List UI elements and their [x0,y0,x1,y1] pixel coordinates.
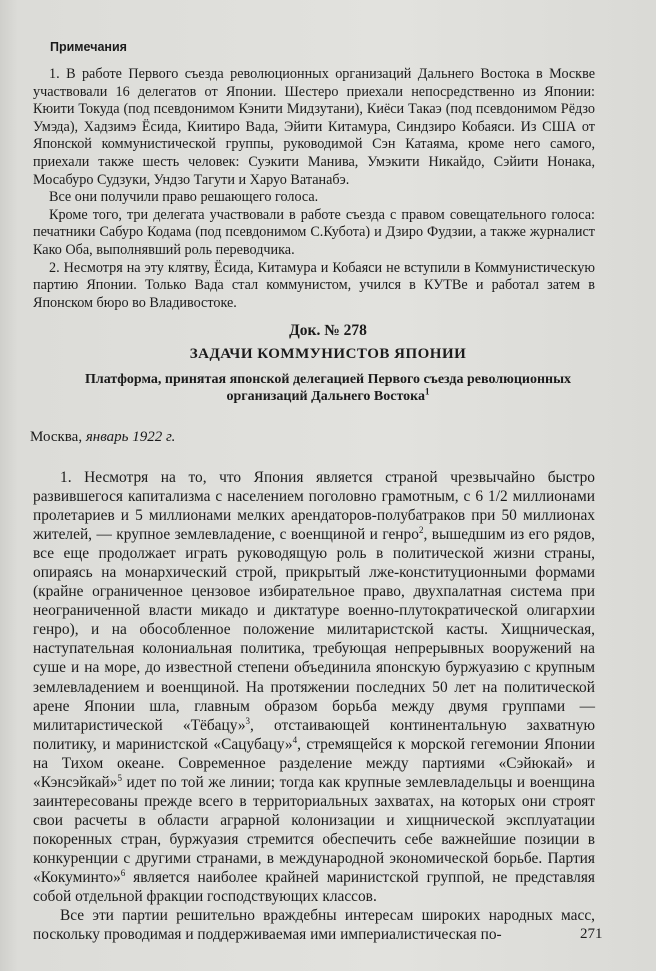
paragraph-2: Все эти партии решительно враждебны интересам широких народных масс, поскольку проводимая и поддерживаемая ими империалистическая по- [33,907,595,944]
p1-part-e: , стремящейся к морской гегемонии Японии на Тихом океане. Современное разделение между партиями «Сэйюкай» и «Кэнсэйкай» [33,735,595,791]
document-title: ЗАДАЧИ КОММУНИСТОВ ЯПОНИИ [189,346,467,362]
note-1-advisory: Кроме того, три делегата участвовали в работе съезда с правом совещательного голоса: печатники Сабуро Кодама (под псевдонимом С.Кубота) и Дзиро Фудзии, а также журналист Како Оба, выполнявший роль переводчика. [33,206,595,258]
footnote-ref-6: 6 [120,867,126,878]
fraction: 1/2 [488,488,508,506]
note-1-text: 1. В работе Первого съезда революционных организаций Дальнего Востока в Москве участвовали 16 делегатов от Японии. Шестеро приехали непосредственно из Японии: Кюити Токуда (под псевдонимом Кэнити Мидзутани), Киёси Такаэ (под псевдонимом Рёдзо Умэда), Хадзимэ Ёсида, Киитиро Вада, Эйити Китамура, Синдзиро Кобаяси. Из США от Японской коммунистической группы, руководимой Сэн Катаяма, кроме него самого, приехали также шесть человек: Суэкити Манива, Умэкити Никайдо, Сэйити Нонака, Мосабуро Судзуки, Ундзо Тагути и Харуо Ватанабэ. [33,66,595,188]
footnote-ref-2: 2 [418,525,424,536]
place: Москва, [30,429,86,445]
p1-part-c: , вышедшим из его рядов, все еще продолжает играть руководящую роль в политической жизни страны, опираясь на монархический строй, прикрытый лже-конституционными формами (крайне ограниченное цензовое избирательное право, двухпалатная система при неограниченной власти микадо и диктатуре военно-плутократической олигархии генро), и на обособленное положение милитаристской касты. Хищническая, наступательная колониальная политика, требующая непрерывных вооружений на суше и на море, до известной степени объединила японскую буржуазию с крупным землевладением и военщиной. На протяжении последних 50 лет на политической арене Японии шла, главным образом борьба между двумя группами — милитаристической «Тёбацу» [33,526,595,734]
date: январь 1922 г. [85,429,176,445]
note-1 [33,66,595,312]
document-subtitle [60,371,596,405]
footnote-ref-1: 1 [425,386,430,397]
p1-part-f: идет по той же линии; тогда как крупные землевладельцы и военщина заинтересованы прежде всего в территориальных захватах, на которых они строят свои расчеты в области аграрной колонизации и хищнической эксплуатации покоренных стран, буржуазия стремится обеспечить себе важнейшие позиции в конкуренции с другими странами, в международной экономической борьбе. Партия «Кокуминто» [33,773,595,886]
p1-part-g: является наиболее крайней маринистской группой, не представляя собой отдельной фракции господствующих классов. [33,868,595,906]
p1-part-b: миллионами пролетариев и 5 миллионами мелких арендаторов-полубатраков при 50 миллионах жителей, — крупное землевладение, с военщиной и генро [33,488,595,544]
footnote-ref-3: 3 [245,715,251,726]
subtitle-text: Платформа, принятая японской делегацией Первого съезда революционных организаций Дальнего Востока [84,372,572,404]
p1-part-d: , отстаивающей континентальную захватную политику, и маринистской «Сацубацу» [33,716,595,753]
footnote-ref-4: 4 [292,734,298,745]
document-number: Док. № 278 [289,322,367,339]
note-2-text: 2. Несмотря на эту клятву, Ёсида, Китамура и Кобаяси не вступили в Коммунистическую партию Японии. Только Вада стал коммунистом, учился в КУТВе и работал затем в Японском бюро во Владивостоке. [33,259,595,311]
notes-heading: Примечания [50,40,127,54]
page-number: 271 [580,926,603,942]
p1-part-a: 1. Несмотря на то, что Япония является страной чрезвычайно быстро развившегося капитализма с населением поголовно грамотным, с 6 [33,469,595,506]
place-date [30,429,175,446]
body-text [33,468,595,944]
footnote-ref-5: 5 [117,772,122,783]
note-1-vote: Все они получили право решающего голоса. [49,189,319,206]
paragraph-1 [33,468,595,906]
